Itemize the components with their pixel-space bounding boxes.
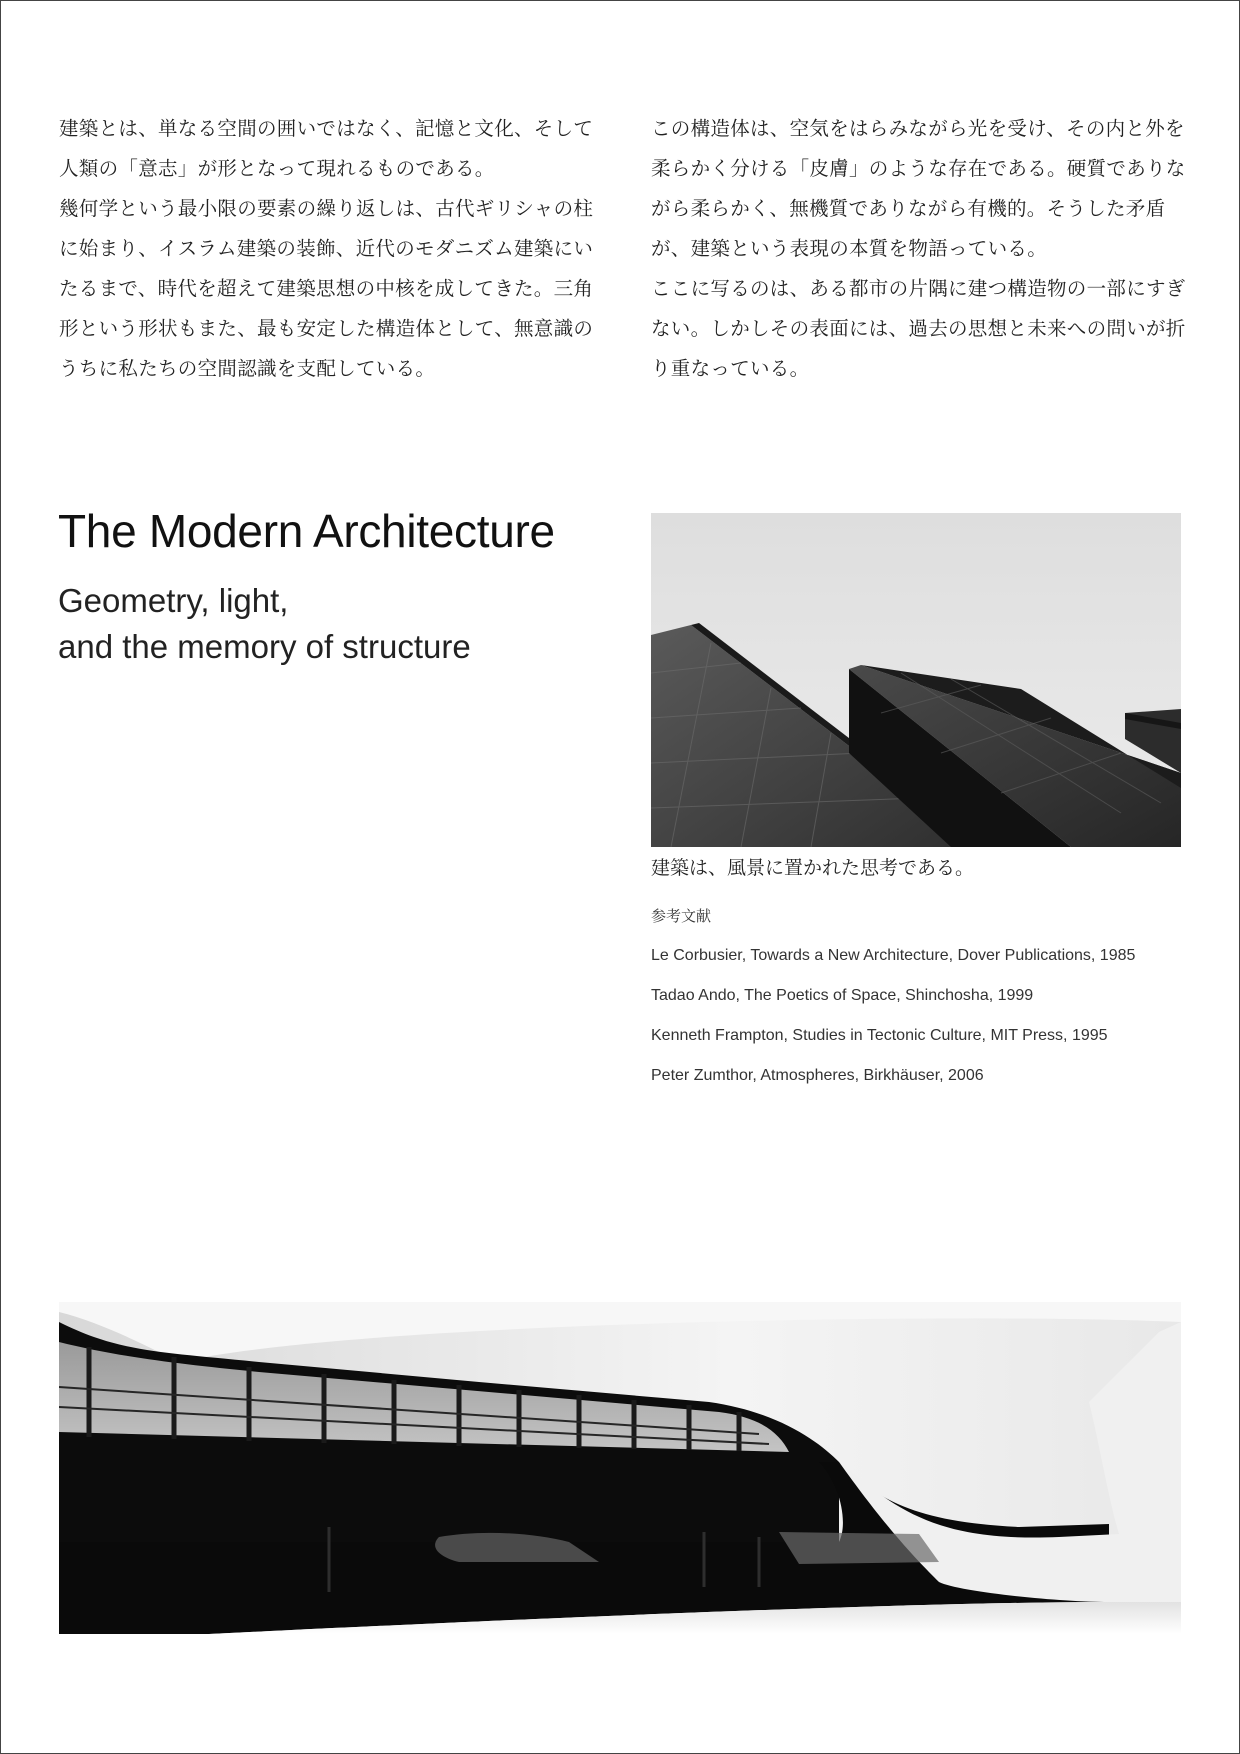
reference-item: Peter Zumthor, Atmospheres, Birkhäuser, 2006 bbox=[651, 1067, 984, 1084]
page-subtitle bbox=[58, 578, 471, 670]
intro-right-paragraph-1: この構造体は、空気をはらみながら光を受け、その内と外を柔らかく分ける「皮膚」のような存在である。硬質でありながら柔らかく、無機質でありながら有機的。そうした矛盾が、建築という表現の本質を物語っている。 bbox=[651, 117, 1186, 260]
reference-item: Kenneth Frampton, Studies in Tectonic Culture, MIT Press, 1995 bbox=[651, 1027, 1108, 1044]
building-photo bbox=[59, 1302, 1181, 1634]
reference-item: Tadao Ando, The Poetics of Space, Shinchosha, 1999 bbox=[651, 987, 1034, 1004]
reference-item: Le Corbusier, Towards a New Architecture, Dover Publications, 1985 bbox=[651, 947, 1136, 964]
roof-photo-graphic bbox=[651, 513, 1181, 847]
page-title: The Modern Architecture bbox=[58, 505, 555, 557]
intro-left-paragraph-2: 幾何学という最小限の要素の繰り返しは、古代ギリシャの柱に始まり、イスラム建築の装飾、近代のモダニズム建築にいたるまで、時代を超えて建築思想の中核を成してきた。三角形という形状もまた、最も安定した構造体として、無意識のうちに私たちの空間認識を支配している。 bbox=[59, 197, 594, 380]
subtitle-line-1: Geometry, light, bbox=[58, 582, 289, 619]
building-photo-graphic bbox=[59, 1302, 1181, 1634]
photo-caption: 建築は、風景に置かれた思考である。 bbox=[651, 857, 975, 879]
intro-right-column bbox=[651, 109, 1191, 389]
references-heading: 参考文献 bbox=[651, 907, 712, 925]
references-list bbox=[651, 944, 1135, 1104]
subtitle-line-2: and the memory of structure bbox=[58, 628, 471, 665]
roof-photo bbox=[651, 513, 1181, 847]
intro-left-paragraph-1: 建築とは、単なる空間の囲いではなく、記憶と文化、そして人類の「意志」が形となって現れるものである。 bbox=[59, 117, 594, 180]
intro-right-paragraph-2: ここに写るのは、ある都市の片隅に建つ構造物の一部にすぎない。しかしその表面には、過去の思想と未来への問いが折り重なっている。 bbox=[651, 277, 1186, 380]
intro-left-column bbox=[59, 109, 599, 389]
